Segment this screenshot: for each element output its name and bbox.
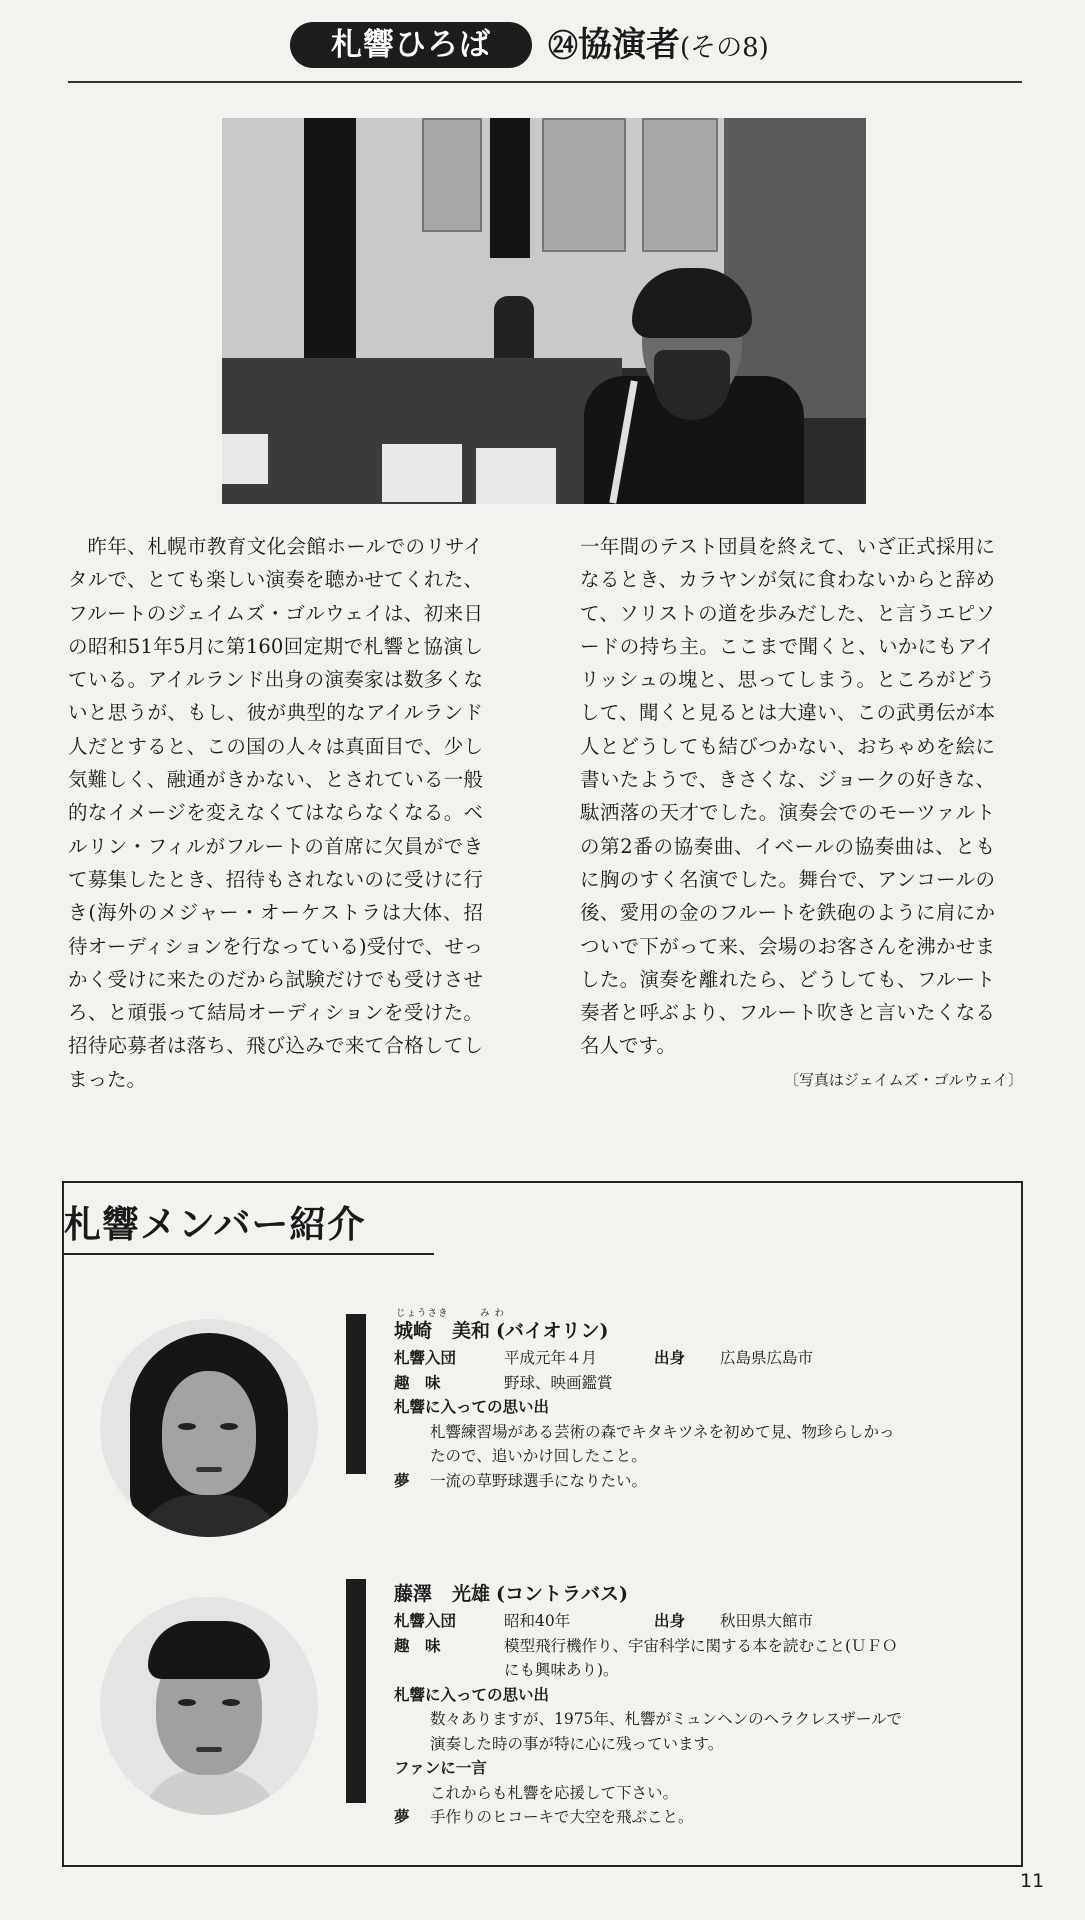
fan-label-row (394, 1756, 994, 1781)
portrait-face (162, 1371, 256, 1495)
member-dream-row (394, 1469, 994, 1494)
page-header (0, 20, 1085, 72)
member-part: (コントラバス) (496, 1583, 629, 1605)
series-title (548, 22, 769, 68)
hobby-value: 模型飛行機作り、宇宙科学に関する本を読むこと(ＵＦＯ (504, 1636, 898, 1655)
member-title-rule (64, 1253, 434, 1255)
portrait-eye (220, 1423, 238, 1430)
member-family-name: 藤澤 (394, 1583, 433, 1605)
member-family-name: 城崎 (394, 1320, 433, 1342)
dream-label: 夢 (394, 1807, 410, 1826)
photo-panel (642, 118, 718, 252)
join-label: 札響入団 (394, 1348, 457, 1367)
origin-label: 出身 (654, 1348, 686, 1367)
member-intro-box (62, 1181, 1023, 1867)
member-hobby-row (394, 1371, 994, 1396)
member-portrait (100, 1319, 318, 1537)
hobby-value-cont: にも興味あり)。 (504, 1661, 619, 1679)
dream-label: 夢 (394, 1470, 410, 1490)
fan-label: ファンに一言 (394, 1758, 487, 1777)
portrait-eye (178, 1423, 196, 1430)
fan-text: これからも札響を応援して下さい。 (430, 1783, 679, 1802)
memory-text: 札響練習場がある芸術の森でキタキツネを初めて見、物珍らしかっ (430, 1422, 895, 1441)
portrait-mouth (196, 1747, 222, 1752)
portrait-shoulders (140, 1769, 280, 1815)
header-rule (68, 81, 1022, 83)
memory-label-row (394, 1683, 994, 1708)
series-name: 協演者 (578, 25, 680, 65)
series-number: ㉔ (548, 29, 578, 64)
photo-panel (542, 118, 626, 252)
article-column-right (580, 530, 995, 1063)
photo-panel (422, 118, 482, 232)
join-value: 平成元年４月 (504, 1349, 598, 1367)
photo-side-wall (724, 118, 866, 418)
name-ruby: じょうさき (396, 1308, 449, 1319)
portrait-eye (178, 1699, 196, 1706)
member-intro-title: 札響メンバー紹介 (64, 1203, 366, 1246)
member-dream-row (394, 1805, 994, 1830)
member-join-row (394, 1346, 994, 1371)
origin-value: 広島県広島市 (720, 1349, 814, 1367)
dream-value: 一流の草野球選手になりたい。 (430, 1471, 648, 1490)
dream-value: 手作りのヒコーキで大空を飛ぶこと。 (430, 1808, 694, 1826)
name-ruby: み わ (480, 1308, 506, 1319)
memory-text: 数々ありますが、1975年、札響がミュンヘンのヘラクレスザールで (430, 1710, 903, 1728)
photo-pillar (490, 118, 530, 258)
member-accent-bar (346, 1579, 366, 1803)
member-entry (394, 1308, 994, 1493)
member-join-row (394, 1609, 994, 1634)
member-entry (394, 1579, 994, 1830)
photo-pillar (304, 118, 356, 358)
photo-music-stand (222, 434, 268, 484)
member-part: (バイオリン) (496, 1320, 609, 1342)
memory-label-row (394, 1395, 994, 1420)
member-given-name: 美和 (452, 1320, 491, 1342)
portrait-eye (222, 1699, 240, 1706)
hobby-value: 野球、映画鑑賞 (504, 1373, 613, 1392)
article-text-right: 一年間のテスト団員を終えて、いざ正式採用になるとき、カラヤンが気に食わないからと辞めて、ソリストの道を歩みだした、と言うエピソードの持ち主。ここまで聞くと、いかにもアイリッシュの塊と、思ってしまう。ところがどうして、聞くと見るとは大違い、この武勇伝が本人とどうしても結びつかない、おちゃめを絵に書いたようで、きさくな、ジョークの好きな、駄洒落の天才でした。演奏会でのモーツァルトの第2番の協奏曲、イベールの協奏曲は、ともに胸のすく名演でした。舞台で、アンコールの後、愛用の金のフルートを鉄砲のように肩にかついで下がって来、会場のお客さんを沸かせました。演奏を離れたら、どうしても、フルート奏者と呼ぶより、フルート吹きと言いたくなる名人です。 (580, 535, 995, 1058)
hobby-label: 趣 味 (394, 1635, 441, 1655)
photo-caption: 〔写真はジェイムズ・ゴルウェイ〕 (783, 1071, 1023, 1089)
portrait-mouth (196, 1467, 222, 1472)
memory-text: たので、追いかけ回したこと。 (430, 1447, 647, 1465)
member-hobby-row (394, 1634, 994, 1659)
join-label: 札響入団 (394, 1611, 457, 1630)
member-portrait (100, 1597, 318, 1815)
concert-photo (222, 118, 866, 504)
join-value: 昭和40年 (504, 1612, 571, 1630)
hobby-label: 趣 味 (394, 1372, 441, 1392)
origin-label: 出身 (654, 1611, 686, 1630)
member-accent-bar (346, 1314, 366, 1474)
photo-music-stand (476, 448, 556, 504)
article-column-left (68, 530, 483, 1096)
portrait-hair (148, 1621, 270, 1679)
member-name (394, 1579, 994, 1609)
memory-text: 演奏した時の事が特に心に残っています。 (430, 1734, 724, 1753)
article-text-left: 昨年、札幌市教育文化会館ホールでのリサイタルで、とても楽しい演奏を聴かせてくれた、フルートのジェイムズ・ゴルウェイは、初来日の昭和51年5月に第160回定期で札響と協演している。アイルランド出身の演奏家は数多くないと思うが、もし、彼が典型的なアイルランド人だとすると、この国の人々は真面目で、少し気難しく、融通がきかない、とされている一般的なイメージを変えなくてはならなくなる。ベルリン・フィルがフルートの首席に欠員ができて募集したとき、招待もされないのに受けに行き(海外のメジャー・オーケストラは大体、招待オーディションを行なっている)受付で、せっかく受けに来たのだから試験だけでも受けさせろ、と頑張って結局オーディションを受けた。招待応募者は落ち、飛び込みで来て合格してしまった。 (68, 535, 483, 1091)
memory-label: 札響に入っての思い出 (394, 1397, 550, 1416)
series-subtitle: (その8) (680, 33, 769, 63)
member-given-name: 光雄 (452, 1583, 491, 1605)
photo-music-stand (382, 444, 462, 502)
section-badge: 札響ひろば (290, 22, 532, 68)
origin-value: 秋田県大館市 (720, 1612, 814, 1630)
memory-label: 札響に入っての思い出 (394, 1684, 550, 1704)
photo-conductor (494, 296, 534, 366)
page-number: 11 (1020, 1870, 1045, 1892)
